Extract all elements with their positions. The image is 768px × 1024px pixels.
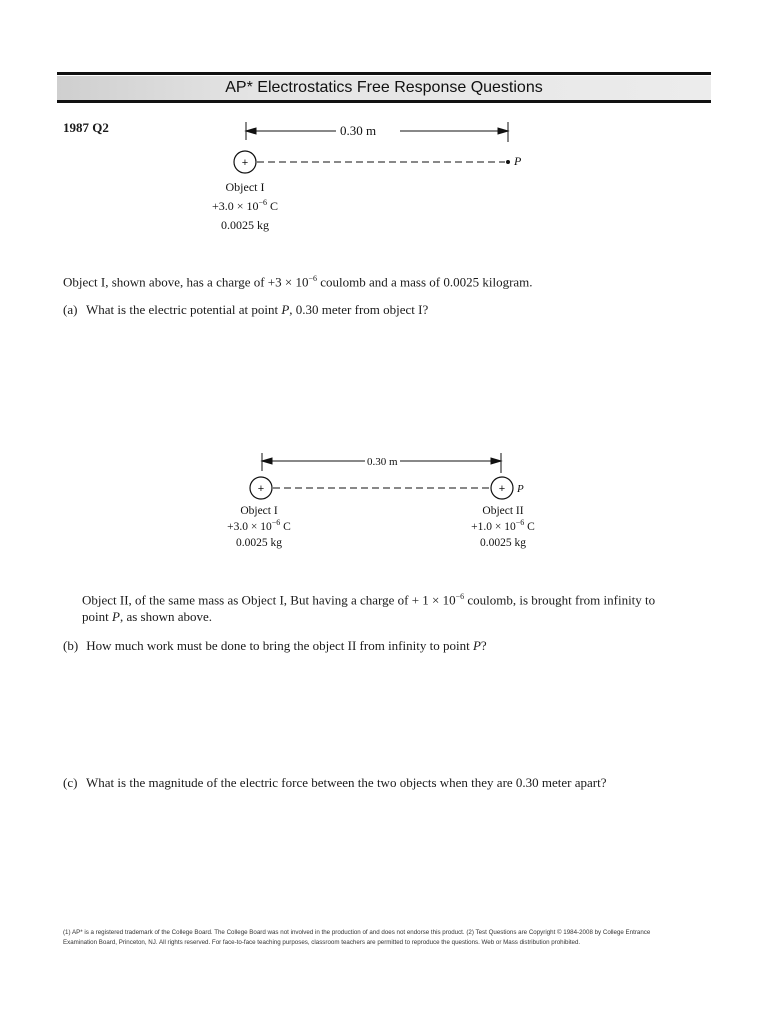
distance-label: 0.30 m bbox=[340, 123, 377, 138]
object-two-mass: 0.0025 kg bbox=[480, 537, 526, 549]
object-two-charge: $+1.0 \times 10^{-6}$ C bbox=[471, 518, 535, 533]
footer-line-2: Examination Board, Princeton, NJ. All rights reserved. For face-to-face teaching purposes, classroom teachers are permitted to reproduce the questions. Web or Mass distribution prohibited. bbox=[63, 939, 581, 946]
object-two-name: Object II bbox=[482, 505, 524, 517]
object-one-sign: + bbox=[241, 157, 249, 169]
object-one-sign-two: + bbox=[257, 483, 265, 495]
object-one-charge-two: $+3.0 \times 10^{-6}$ C bbox=[227, 518, 291, 533]
object-two-description bbox=[82, 588, 655, 625]
diagram-object-one bbox=[0, 0, 768, 260]
question-label: 1987 Q2 bbox=[63, 120, 109, 135]
distance-label-two: 0.30 m bbox=[367, 456, 398, 468]
diagram-two-objects bbox=[0, 440, 768, 560]
object-one-name-two: Object I bbox=[240, 505, 278, 517]
object-two-description-line2: point P, as shown above. bbox=[82, 609, 213, 625]
object-two-description-line1: Object II, of the same mass as Object I, But having a charge of + $1 \times 10^{-6}$ coulomb, is brought from infinity to bbox=[82, 592, 656, 608]
object-one-mass: 0.0025 kg bbox=[221, 218, 269, 232]
object-one-name: Object I bbox=[225, 180, 265, 194]
footer-line-1: (1) AP* is a registered trademark of the College Board. The College Board was not involved in the production of and does not endorse this product. (2) Test Questions are Copyright © 1984-2008 by College Entrance bbox=[63, 929, 651, 936]
object-one-mass-two: 0.0025 kg bbox=[236, 537, 282, 549]
intro-text: Object I, shown above, has a charge of $+3 \times 10^{-6}$ coulomb and a mass of 0.0025 kilogram. bbox=[63, 274, 533, 290]
object-two-sign: + bbox=[498, 483, 506, 495]
part-a-question: (a) What is the electric potential at point P, 0.30 meter from object I? bbox=[63, 302, 429, 317]
part-b-question: (b) How much work must be done to bring the object II from infinity to point P? bbox=[63, 638, 487, 653]
part-c-question: (c) What is the magnitude of the electric force between the two objects when they are 0.30 meter apart? bbox=[63, 775, 607, 790]
distance-dimension bbox=[246, 122, 508, 142]
point-p-dot bbox=[506, 160, 510, 164]
point-p-label: P bbox=[514, 154, 522, 168]
copyright-footer bbox=[63, 928, 703, 948]
page-title: AP* Electrostatics Free Response Questions bbox=[225, 79, 543, 96]
point-p-label-two: P bbox=[517, 483, 524, 495]
object-one-charge: $+3.0 \times 10^{-6}$ C bbox=[211, 198, 279, 213]
